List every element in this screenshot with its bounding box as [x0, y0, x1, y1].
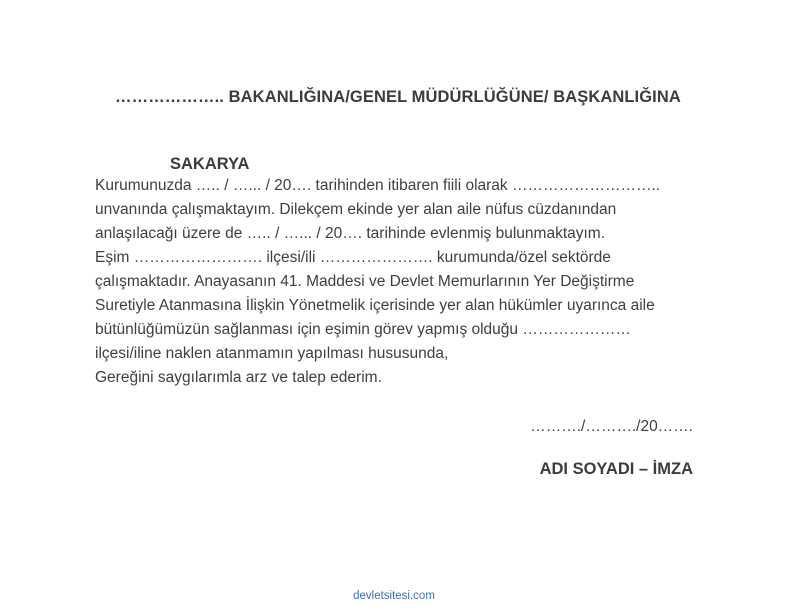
document-heading: ……………….. BAKANLIĞINA/GENEL MÜDÜRLÜĞÜNE/ BAŞKANLIĞINA	[115, 88, 681, 106]
date-line: ………./………./20…….	[530, 418, 693, 436]
document-body	[95, 0, 695, 479]
paragraph-spouse-details: Eşim ……………………. ilçesi/ili …………………. kurumunda/özel sektörde çalışmaktadır. Anayasanın 41. Maddesi ve Devlet Memurlarının Yer Değiştirme Suretiyle Atanmasına İlişkin Yönetmelik içerisinde yer alan hükümler uyarınca aile bütünlüğümüzün sağlanması için eşimin görev yapmış olduğu ………………… ilçesi/iline naklen atanmamın yapılması hususunda,	[95, 249, 655, 363]
document-subheading: SAKARYA	[170, 155, 250, 173]
paragraph-request-closing: Gereğini saygılarımla arz ve talep ederim.	[95, 369, 382, 387]
signature-line: ADI SOYADI – İMZA	[539, 460, 693, 479]
watermark-text: devletsitesi.com	[353, 590, 435, 602]
paragraph-employment-details: Kurumunuzda ….. / …... / 20…. tarihinden itibaren fiili olarak ……………………….. unvanında çalışmaktayım. Dilekçem ekinde yer alan aile nüfus cüzdanından anlaşılacağı üzere de ….. / …... / 20…. tarihinde evlenmiş bulunmaktayım.	[95, 177, 661, 243]
